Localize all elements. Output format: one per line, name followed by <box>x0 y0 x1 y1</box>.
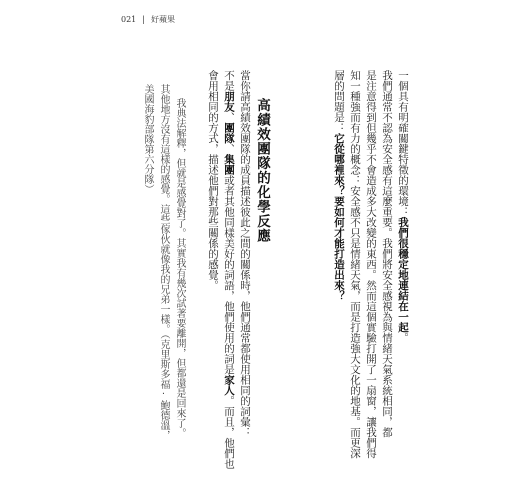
section2-line-3: 會用相同的方式，描述他們對那些關係的感覺。 <box>207 70 219 291</box>
section1-line-5: 層的問題是：它從哪裡來？要如何才能打造出來？ <box>333 70 345 301</box>
section-heading: 高績效團隊的化學反應 <box>254 98 270 243</box>
bold-question: 它從哪裡來？要如何才能打造出來？ <box>333 133 345 301</box>
bold-phrase: 我們很穩定地連結在一起 <box>397 217 409 333</box>
page-number: 021 <box>121 15 137 24</box>
page-header <box>121 14 175 25</box>
page-body <box>112 70 412 470</box>
section1-line-2: 我們通常不認為安全感有這麼重要。我們將安全感視為與情緒天氣系統相同，都 <box>381 70 393 438</box>
header-separator: | <box>142 15 145 24</box>
section1-line-1: 一個具有明確關鍵特徵的環境：我們很穩定地連結在一起。 <box>397 70 409 343</box>
quote-line-3: 美國海豹部隊第六分隊） <box>142 84 153 194</box>
quote-line-1: 我典法解釋，但就是感覺對了。其實我有幾次試著要離開，但都還是回來了。 <box>174 98 185 438</box>
quote-line-2: 其他地方沒有這樣的感覺。這些傢伙就像我的兄弟一樣。（克里斯多福‧鮑德溫， <box>158 84 169 440</box>
chapter-title: 好蘋果 <box>150 15 175 24</box>
section1-line-4: 知一種強而有力的概念：安全感不只是情緒天氣，而是打造強大文化的地基。而更深 <box>349 70 361 459</box>
section1-line-3: 是注意得到但幾乎不會造成多大改變的東西。然而這個實驗打開了一扇窗，讓我們得 <box>365 70 377 459</box>
section2-line-2: 不是朋友、團隊、集團或者其他同樣美好的詞語，他們使用的詞是家人。而且，他們也 <box>223 70 235 469</box>
bold-family: 家人 <box>223 374 235 396</box>
section2-line-1: 當你請高績效團隊的成員描述彼此之間的關係時，他們通常都使用相同的詞彙： <box>239 70 251 438</box>
